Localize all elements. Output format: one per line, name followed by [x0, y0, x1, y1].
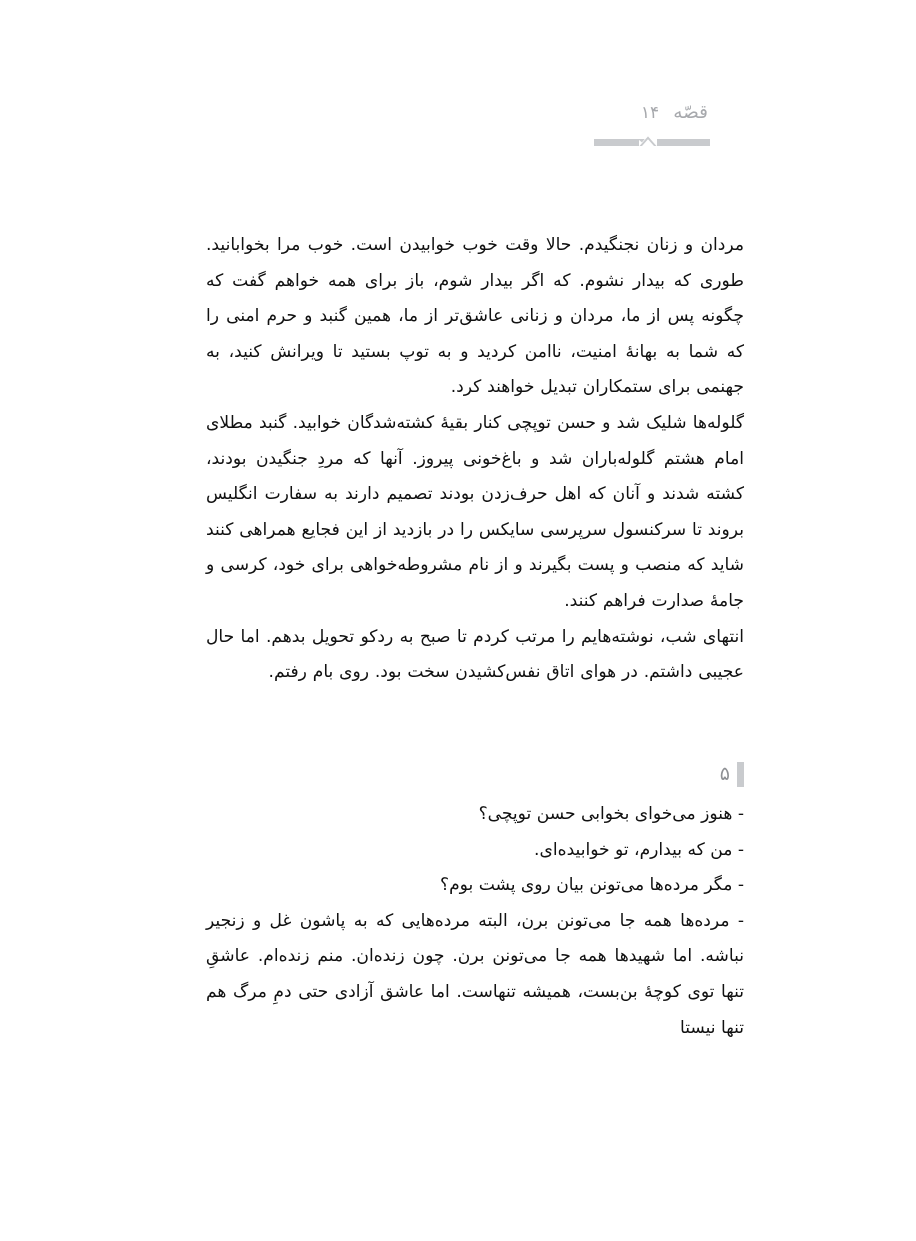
section-bar-ornament	[737, 762, 744, 787]
book-title: قصّه	[673, 102, 708, 123]
section-divider	[206, 757, 744, 791]
paragraph: انتهای شب، نوشته‌هایم را مرتب کردم تا صبح به ردکو تحویل بدهم. اما حال عجیبی داشتم. در هوای اتاق نفس‌کشیدن سخت بود. روی بام رفتم.	[206, 626, 744, 683]
dialogue-block	[206, 797, 744, 1046]
dialogue-line: - من که بیدارم، تو خوابیده‌ای.	[534, 839, 744, 860]
page-number: ۱۴	[640, 103, 660, 123]
dialogue-closing-paragraph: - مرده‌ها همه جا می‌تونن برن، البته مرده‌هایی که به پاشون غل و زنجیر نباشه. اما شهیدها همه جا می‌تونن برن. چون زنده‌ان. منم زنده‌ام. عاشقِ تنها توی کوچهٔ بن‌بست، همیشه تنهاست. اما عاشق آزادی حتی دمِ مرگ هم تنها نیستا	[206, 910, 744, 1038]
header-row	[594, 104, 710, 130]
notched-rule-ornament	[594, 135, 710, 146]
dialogue-line: - هنوز می‌خوای بخوابی حسن توپچی؟	[478, 804, 744, 824]
section-number: ۵	[719, 762, 730, 785]
paragraph: گلوله‌ها شلیک شد و حسن توپچی کنار بقیهٔ کشته‌شدگان خوابید. گنبد مطلای امام هشتم گلوله‌باران شد و باغ‌خونی پیروز. آنها که مردِ جنگیدن بودند، کشته شدند و آنان که اهل حرف‌زدن بودند تصمیم دارند به سفارت انگلیس بروند تا سرکنسول سرپرسی سایکس را در بازدید از این فجایع همراهی کنند شاید که منصب و پست بگیرند و از نام مشروطه‌خواهی برای خود، کرسی و جامهٔ صدارت فراهم کنند.	[206, 412, 744, 611]
dialogue-line: - مگر مرده‌ها می‌تونن بیان روی پشت بوم؟	[440, 875, 744, 896]
body-text-block	[206, 228, 744, 691]
running-header	[594, 104, 710, 150]
paragraph: مردان و زنان نجنگیدم. حالا وقت خوب خوابیدن است. خوب مرا بخوابانید. طوری که بیدار نشوم. که اگر بیدار شوم، باز برای همه خواهم گفت که چگونه پس از ما، مردان و زنانی عاشق‌تر از ما، همین گنبد و حرم امنی را که شما به بهانهٔ امنیت، ناامن کردید و به توپ بستید تا ویرانش کنید، به جهنمی برای ستمکاران تبدیل خواهند کرد.	[206, 235, 744, 398]
